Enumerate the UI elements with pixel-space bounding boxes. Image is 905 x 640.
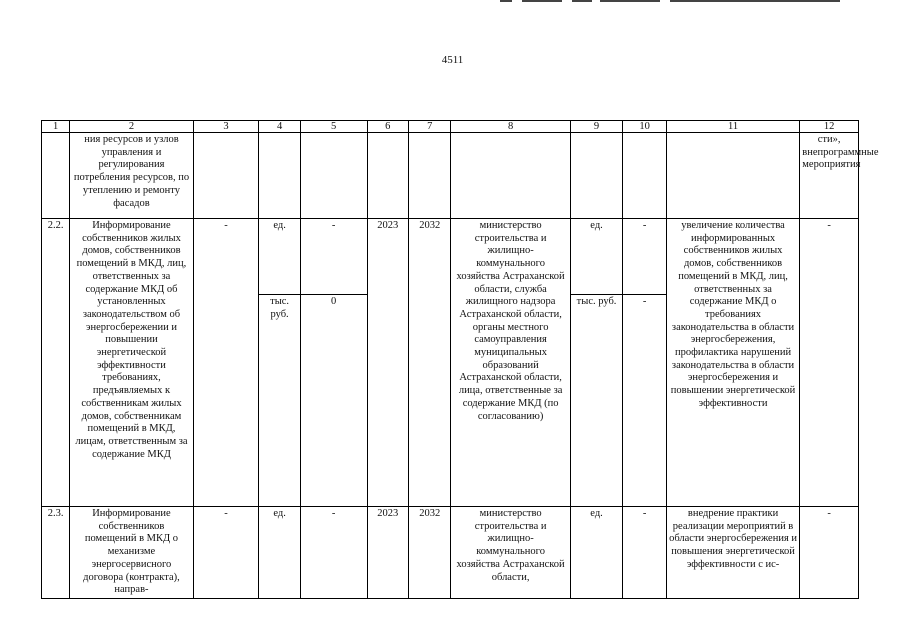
header-cell: 12 — [800, 121, 859, 133]
program-table — [41, 120, 879, 599]
cell-empty — [193, 133, 259, 219]
cell-empty — [623, 133, 666, 219]
cell-empty — [300, 133, 367, 219]
cell-item-number: 2.2. — [42, 219, 70, 507]
header-cell: 7 — [409, 121, 451, 133]
cell-col3: - — [193, 507, 259, 599]
cell-item-number: 2.3. — [42, 507, 70, 599]
header-cell: 10 — [623, 121, 666, 133]
cell-empty — [42, 133, 70, 219]
cell-unit-a: ед. — [570, 219, 623, 295]
header-cell: 5 — [300, 121, 367, 133]
header-cell: 3 — [193, 121, 259, 133]
cell-unit-a: ед. — [259, 219, 300, 295]
cell-year-start: 2023 — [367, 219, 408, 507]
cell-year-end: 2032 — [409, 219, 451, 507]
cell-empty — [570, 133, 623, 219]
cell-year-start: 2023 — [367, 507, 408, 599]
cell-value-a: - — [300, 219, 367, 295]
cell-measure-name: ния ресурсов и узлов управления и регулирования потребления ресурсов, по утеплению и ремонту фасадов — [70, 133, 193, 219]
top-edge-lines — [500, 0, 840, 2]
cell-value-b: 0 — [300, 295, 367, 507]
cell-year-end: 2032 — [409, 507, 451, 599]
table-row-2-3 — [42, 507, 859, 599]
cell-empty — [409, 133, 451, 219]
cell-expected-result: внедрение практики реализации мероприятий в области энергосбережения и повышения энергетической эффективности с ис- — [666, 507, 799, 599]
header-cell: 2 — [70, 121, 193, 133]
cell-value-b: - — [623, 295, 666, 507]
cell-unit-b: тыс. руб. — [259, 295, 300, 507]
cell-note: сти», внепрограммные мероприятия — [800, 133, 859, 219]
header-cell: 4 — [259, 121, 300, 133]
cell-measure-name: Информирование собственников жилых домов, собственников помещений в МКД, лиц, ответственных за содержание МКД об установленных законодательством об энергосбережении и повышении энергетической эффективности требованиях, предъявляемых к собственникам жилых домов, собственникам помещений в МКД, лицам, ответственным за содержание МКД — [70, 219, 193, 507]
cell-empty — [451, 133, 570, 219]
cell-col3: - — [193, 219, 259, 507]
cell-unit: ед. — [259, 507, 300, 599]
cell-note: - — [800, 219, 859, 507]
cell-empty — [259, 133, 300, 219]
header-cell: 8 — [451, 121, 570, 133]
table-row-2-2 — [42, 219, 859, 295]
cell-responsible: министерство строительства и жилищно-коммунального хозяйства Астраханской области, — [451, 507, 570, 599]
cell-expected-result: увеличение количества информированных собственников жилых домов, собственников помещений в МКД, лиц, ответственных за содержание МКД о требованиях законодательства в области энергосбережения, профилактика нарушений законодательства в области энергосбережения и повышении энергетической эффективности — [666, 219, 799, 507]
cell-unit: ед. — [570, 507, 623, 599]
cell-unit-b: тыс. руб. — [570, 295, 623, 507]
cell-empty — [666, 133, 799, 219]
cell-responsible: министерство строительства и жилищно-коммунального хозяйства Астраханской области, служба жилищного надзора Астраханской области, органы местного самоуправления муниципальных образований Астраханской области, лица, ответственные за содержание МКД (по согласованию) — [451, 219, 570, 507]
column-number-row — [42, 121, 859, 133]
header-cell: 6 — [367, 121, 408, 133]
cell-value: - — [300, 507, 367, 599]
cell-value-a: - — [623, 219, 666, 295]
cell-note: - — [800, 507, 859, 599]
table-row-continuation — [42, 133, 859, 219]
cell-measure-name: Информирование собственников помещений в МКД о механизме энергосервисного договора (контракта), направ- — [70, 507, 193, 599]
cell-empty — [367, 133, 408, 219]
page-number: 4511 — [441, 54, 464, 66]
header-cell: 1 — [42, 121, 70, 133]
header-cell: 11 — [666, 121, 799, 133]
header-cell: 9 — [570, 121, 623, 133]
cell-value: - — [623, 507, 666, 599]
